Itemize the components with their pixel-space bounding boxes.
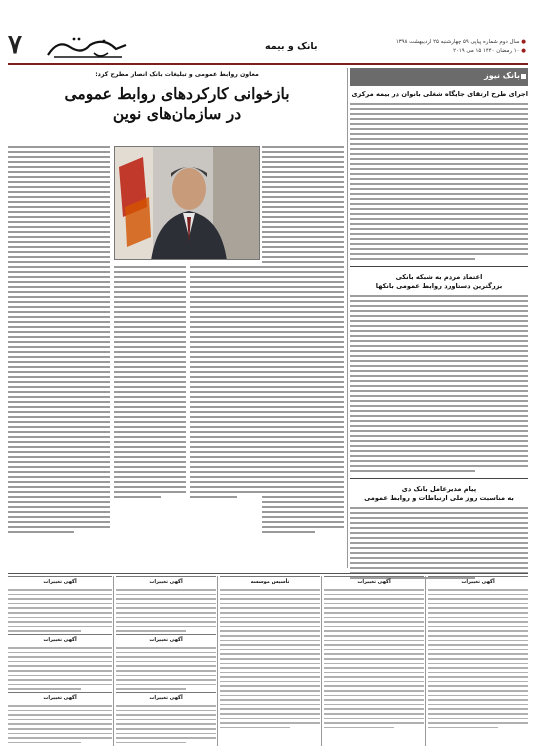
ad-title: آگهی تغییرات [149,637,183,643]
news-item-title: اجرای طرح ارتقای جایگاه شغلی بانوان در بیمه مرکزی [351,90,528,98]
news-column [350,68,528,579]
column-divider [113,576,114,746]
divider [350,266,528,267]
feature-story [8,68,346,124]
news-item-title: اعتماد مردم به شبکه بانکی [395,273,483,281]
issue-date-alt: ۱۰ رمضان ۱۴۴۰ ۱۵ می ۲۰۱۹ [453,48,520,54]
masthead-rule [8,63,528,65]
ads-top-rule [8,573,528,574]
ad-title: آگهی تغییرات [149,695,183,701]
issue-date: سال دوم شماره پیاپی ۵۹ چهارشنبه ۲۵ اردیبهشت ۱۳۹۸ [395,39,520,45]
divider [350,478,528,479]
news-header [350,68,528,86]
feature-column [8,146,110,533]
feature-column [114,266,186,498]
ad-title: آگهی تغییرات [461,579,495,585]
column-divider [321,576,322,746]
ad-title: تأسیس موسسه [250,579,290,585]
ad-title: آگهی تغییرات [149,579,183,585]
news-item-subtitle: بزرگترین دستاورد روابط عمومی بانکها [375,282,503,290]
section-title: بانک و بیمه [265,41,318,52]
page-number: ۷ [8,30,22,60]
ad-block [116,576,216,632]
column-divider [217,576,218,746]
feature-kicker: معاون روابط عمومی و تبلیغات بانک انصار مطرح کرد: [95,71,259,78]
ad-block [8,692,112,746]
headline-line: در سازمان‌های نوین [112,104,242,123]
news-header-label: بانک نیوز [484,71,520,80]
ad-block [428,576,528,746]
issue-info: ● سال دوم شماره پیاپی ۵۹ چهارشنبه ۲۵ اردیبهشت ۱۳۹۸ ● ۱۰ رمضان ۱۴۴۰ ۱۵ می ۲۰۱۹ [395,39,526,54]
news-item-body [350,507,528,579]
news-item-title: پیام مدیرعامل بانک دی [401,485,477,493]
ad-block [8,634,112,690]
ad-block [220,576,320,746]
portrait-image [114,147,259,260]
ad-block [116,692,216,746]
column-divider [347,68,348,568]
feature-headline [8,84,346,124]
ad-title: آگهی تغییرات [43,579,77,585]
portrait-photo [114,146,260,260]
masthead [0,0,536,62]
headline-line: بازخوانی کارکردهای روابط عمومی [64,84,290,103]
ad-title: آگهی تغییرات [357,579,391,585]
news-item-body [350,295,528,472]
newspaper-logo [44,33,130,61]
feature-column [262,146,344,533]
news-item-subtitle: به مناسبت روز ملی ارتباطات و روابط عمومی [364,494,514,502]
feature-column [190,266,262,498]
news-item-body [350,103,528,260]
square-icon [521,74,526,79]
ad-block [116,634,216,690]
ad-block [8,576,112,632]
ad-title: آگهی تغییرات [43,637,77,643]
ad-block [324,576,424,746]
column-divider [425,576,426,746]
ad-title: آگهی تغییرات [43,695,77,701]
